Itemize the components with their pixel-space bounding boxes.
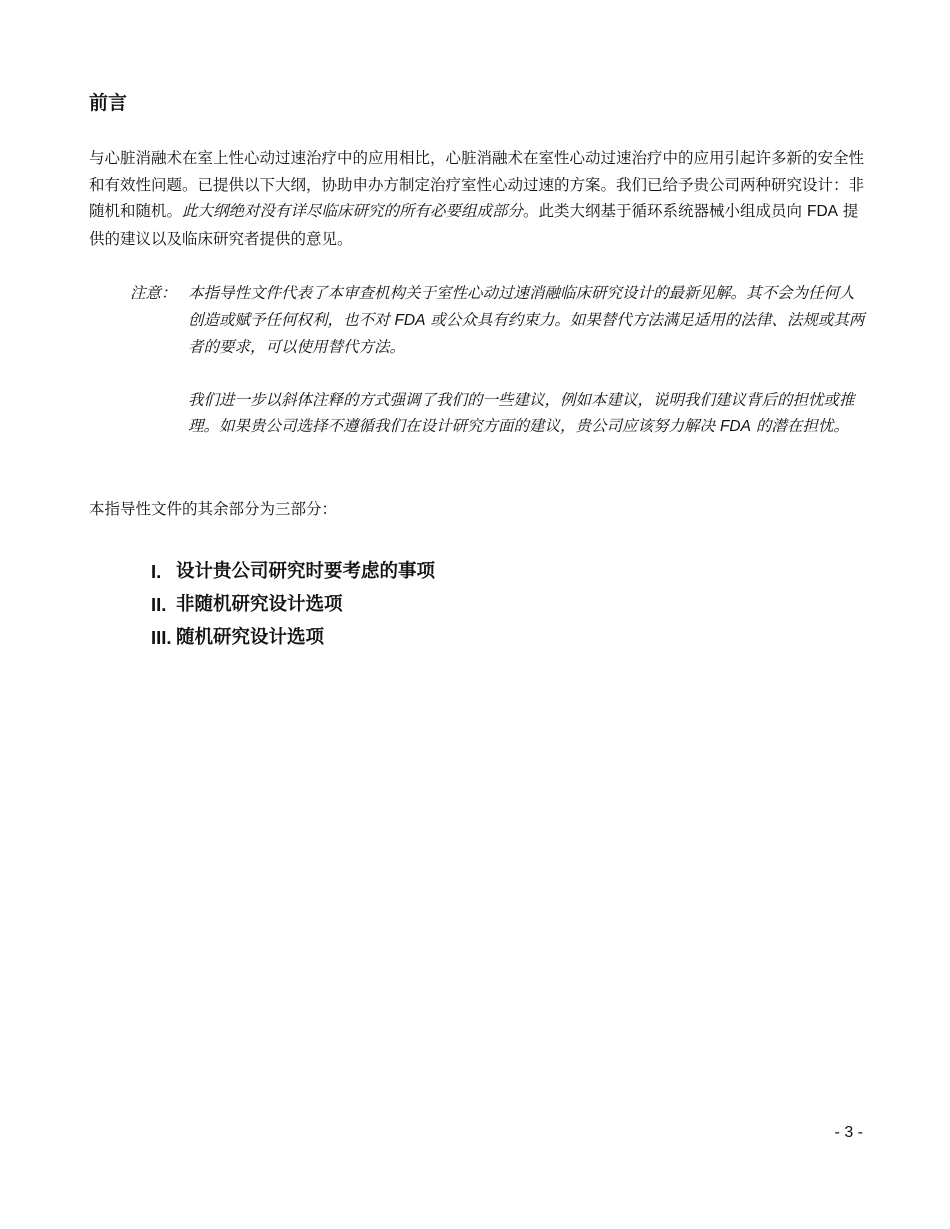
note-label: 注意：	[130, 284, 177, 302]
note-p1-text-a: 本指导性文件代表了本审查机构关于室性心动过速消融临床研究设计的最新见解。其不会为任何人创造或赋予任何权利，也不对	[188, 284, 855, 329]
note-text	[188, 280, 865, 441]
outline-item-text: 非随机研究设计选项	[176, 594, 343, 615]
note-block	[130, 280, 865, 441]
page-number: - 3 -	[834, 1124, 863, 1141]
outline-item-text: 随机研究设计选项	[176, 627, 325, 648]
outline-item-number: I.	[151, 561, 162, 582]
outline-item	[151, 555, 435, 588]
outline-item	[151, 588, 435, 621]
note-p2-text-a: 我们进一步以斜体注释的方式强调了我们的一些建议，例如本建议，说明我们建议背后的担忧或推理。如果贵公司选择不遵循我们在设计研究方面的建议，贵公司应该努力解决	[188, 390, 855, 435]
note-paragraph-1	[188, 280, 865, 361]
note-p1-fda: FDA	[394, 311, 426, 329]
outline-item-number: II.	[151, 594, 167, 615]
intro-text-part1: 与心脏消融术在室上性心动过速治疗中的应用相比，心脏消融术在室性心动过速治疗中的应用引起许多新的安全性和有效性问题。已提供以下大纲，协助申办方制定治疗室性心动过速的方案。我们已给予贵公司两种研究设计：非随机和随机。	[89, 149, 865, 220]
intro-paragraph	[89, 145, 864, 252]
note-p1-text-b: 或公众具有约束力。如果替代方法满足适用的法律、法规或其两者的要求，可以使用替代方法。	[188, 310, 865, 356]
outline-item-text: 设计贵公司研究时要考虑的事项	[176, 561, 436, 582]
intro-text-part2: 。此类大纲基于循环系统器械小组成员向	[523, 202, 803, 220]
intro-text-part3: 提供的建议以及临床研究者提供的意见。	[89, 202, 859, 248]
note-paragraph-2	[188, 387, 865, 441]
note-p2-text-b: 的潜在担忧。	[755, 417, 849, 435]
outline-item-number: III.	[151, 627, 172, 648]
outline-list	[151, 555, 435, 654]
intro-italic-text: 此大纲绝对没有详尽临床研究的所有必要组成部分	[182, 202, 524, 220]
remainder-paragraph: 本指导性文件的其余部分为三部分：	[89, 500, 338, 518]
section-heading: 前言	[89, 92, 128, 114]
note-p2-fda: FDA	[719, 418, 751, 435]
intro-fda: FDA	[806, 203, 838, 220]
outline-item	[151, 621, 435, 654]
